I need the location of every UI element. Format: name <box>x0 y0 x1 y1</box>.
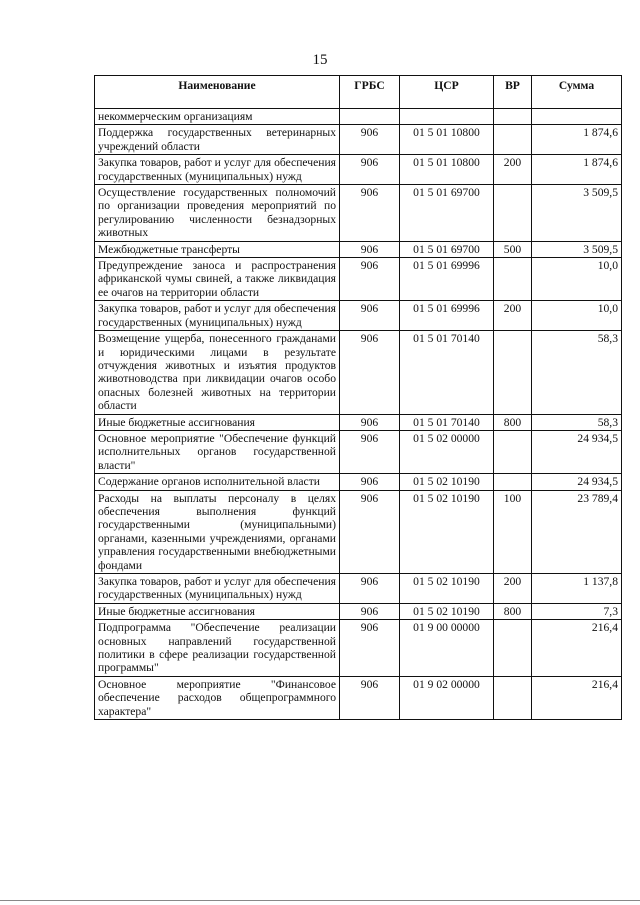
table-row <box>95 414 622 430</box>
cell-sum: 23 789,4 <box>532 490 622 573</box>
table-header-row <box>95 76 622 109</box>
cell-vr <box>494 331 532 414</box>
cell-name: Возмещение ущерба, понесенного гражданами и юридическими лицами в результате отчуждения животных и изъятия продуктов животноводства при ликвидации очагов особо опасных болезней животных на территории области <box>95 331 340 414</box>
scan-edge-line <box>0 900 640 901</box>
table-row <box>95 430 622 473</box>
cell-csr: 01 5 02 10190 <box>400 474 494 490</box>
cell-grbs: 906 <box>340 241 400 257</box>
cell-vr: 200 <box>494 301 532 331</box>
budget-table <box>94 75 622 720</box>
cell-sum: 216,4 <box>532 620 622 677</box>
cell-csr: 01 5 01 69700 <box>400 241 494 257</box>
cell-name: Основное мероприятие "Обеспечение функций исполнительных органов государственной власти" <box>95 430 340 473</box>
cell-grbs <box>340 109 400 125</box>
table-row <box>95 155 622 185</box>
cell-csr: 01 5 02 10190 <box>400 490 494 573</box>
cell-name: Закупка товаров, работ и услуг для обеспечения государственных (муниципальных) нужд <box>95 574 340 604</box>
header-name: Наименование <box>95 76 340 109</box>
cell-vr <box>494 430 532 473</box>
cell-name: Подпрограмма "Обеспечение реализации основных направлений государственной политики в сфере реализации государственной программы" <box>95 620 340 677</box>
cell-sum: 1 137,8 <box>532 574 622 604</box>
cell-grbs: 906 <box>340 258 400 301</box>
cell-name: Основное мероприятие "Финансовое обеспечение расходов общепрограммного характера" <box>95 676 340 719</box>
cell-csr: 01 5 01 10800 <box>400 125 494 155</box>
cell-name: Закупка товаров, работ и услуг для обеспечения государственных (муниципальных) нужд <box>95 301 340 331</box>
cell-sum: 7,3 <box>532 603 622 619</box>
table-row <box>95 474 622 490</box>
cell-vr: 800 <box>494 414 532 430</box>
cell-sum: 216,4 <box>532 676 622 719</box>
cell-vr <box>494 185 532 242</box>
cell-sum: 58,3 <box>532 414 622 430</box>
cell-sum: 24 934,5 <box>532 474 622 490</box>
cell-name: Межбюджетные трансферты <box>95 241 340 257</box>
header-grbs: ГРБС <box>340 76 400 109</box>
cell-vr: 200 <box>494 574 532 604</box>
cell-name: Иные бюджетные ассигнования <box>95 414 340 430</box>
cell-vr <box>494 620 532 677</box>
cell-grbs: 906 <box>340 155 400 185</box>
cell-name: некоммерческим организациям <box>95 109 340 125</box>
cell-sum: 10,0 <box>532 258 622 301</box>
cell-vr <box>494 125 532 155</box>
cell-sum: 3 509,5 <box>532 185 622 242</box>
cell-sum: 10,0 <box>532 301 622 331</box>
cell-name: Осуществление государственных полномочий по организации проведения мероприятий по регулированию численности безнадзорных животных <box>95 185 340 242</box>
table-row <box>95 676 622 719</box>
header-sum: Сумма <box>532 76 622 109</box>
cell-sum <box>532 109 622 125</box>
cell-grbs: 906 <box>340 603 400 619</box>
table-row <box>95 603 622 619</box>
cell-grbs: 906 <box>340 301 400 331</box>
cell-sum: 58,3 <box>532 331 622 414</box>
cell-csr: 01 5 01 69700 <box>400 185 494 242</box>
cell-vr <box>494 676 532 719</box>
table-body <box>95 109 622 720</box>
cell-csr: 01 5 01 69996 <box>400 258 494 301</box>
cell-vr: 100 <box>494 490 532 573</box>
cell-csr: 01 5 02 10190 <box>400 574 494 604</box>
cell-vr: 800 <box>494 603 532 619</box>
cell-csr: 01 5 02 00000 <box>400 430 494 473</box>
cell-sum: 24 934,5 <box>532 430 622 473</box>
table-row <box>95 331 622 414</box>
cell-name: Иные бюджетные ассигнования <box>95 603 340 619</box>
cell-csr: 01 5 01 70140 <box>400 414 494 430</box>
cell-grbs: 906 <box>340 474 400 490</box>
table-row <box>95 490 622 573</box>
cell-sum: 1 874,6 <box>532 125 622 155</box>
cell-csr: 01 5 01 69996 <box>400 301 494 331</box>
cell-grbs: 906 <box>340 185 400 242</box>
table-row <box>95 109 622 125</box>
cell-name: Предупреждение заноса и распространения африканской чумы свиней, а также ликвидация ее очагов на территории области <box>95 258 340 301</box>
cell-sum: 3 509,5 <box>532 241 622 257</box>
cell-csr: 01 9 00 00000 <box>400 620 494 677</box>
cell-vr <box>494 109 532 125</box>
table-row <box>95 620 622 677</box>
cell-name: Содержание органов исполнительной власти <box>95 474 340 490</box>
table-row <box>95 574 622 604</box>
cell-grbs: 906 <box>340 430 400 473</box>
cell-grbs: 906 <box>340 620 400 677</box>
cell-grbs: 906 <box>340 574 400 604</box>
table-row <box>95 125 622 155</box>
cell-name: Расходы на выплаты персоналу в целях обеспечения выполнения функций государственными (муниципальными) органами, казенными учреждениями, органами управления государственными внебюджетными фондами <box>95 490 340 573</box>
header-vr: ВР <box>494 76 532 109</box>
cell-csr: 01 9 02 00000 <box>400 676 494 719</box>
cell-csr: 01 5 01 70140 <box>400 331 494 414</box>
cell-grbs: 906 <box>340 676 400 719</box>
cell-csr: 01 5 02 10190 <box>400 603 494 619</box>
header-csr: ЦСР <box>400 76 494 109</box>
cell-csr: 01 5 01 10800 <box>400 155 494 185</box>
cell-grbs: 906 <box>340 490 400 573</box>
cell-name: Поддержка государственных ветеринарных учреждений области <box>95 125 340 155</box>
cell-csr <box>400 109 494 125</box>
cell-vr <box>494 474 532 490</box>
table-row <box>95 185 622 242</box>
page-number: 15 <box>312 52 328 68</box>
cell-grbs: 906 <box>340 125 400 155</box>
table-row <box>95 258 622 301</box>
cell-vr: 500 <box>494 241 532 257</box>
cell-sum: 1 874,6 <box>532 155 622 185</box>
cell-vr <box>494 258 532 301</box>
cell-name: Закупка товаров, работ и услуг для обеспечения государственных (муниципальных) нужд <box>95 155 340 185</box>
cell-vr: 200 <box>494 155 532 185</box>
cell-grbs: 906 <box>340 331 400 414</box>
table-row <box>95 241 622 257</box>
cell-grbs: 906 <box>340 414 400 430</box>
table-row <box>95 301 622 331</box>
